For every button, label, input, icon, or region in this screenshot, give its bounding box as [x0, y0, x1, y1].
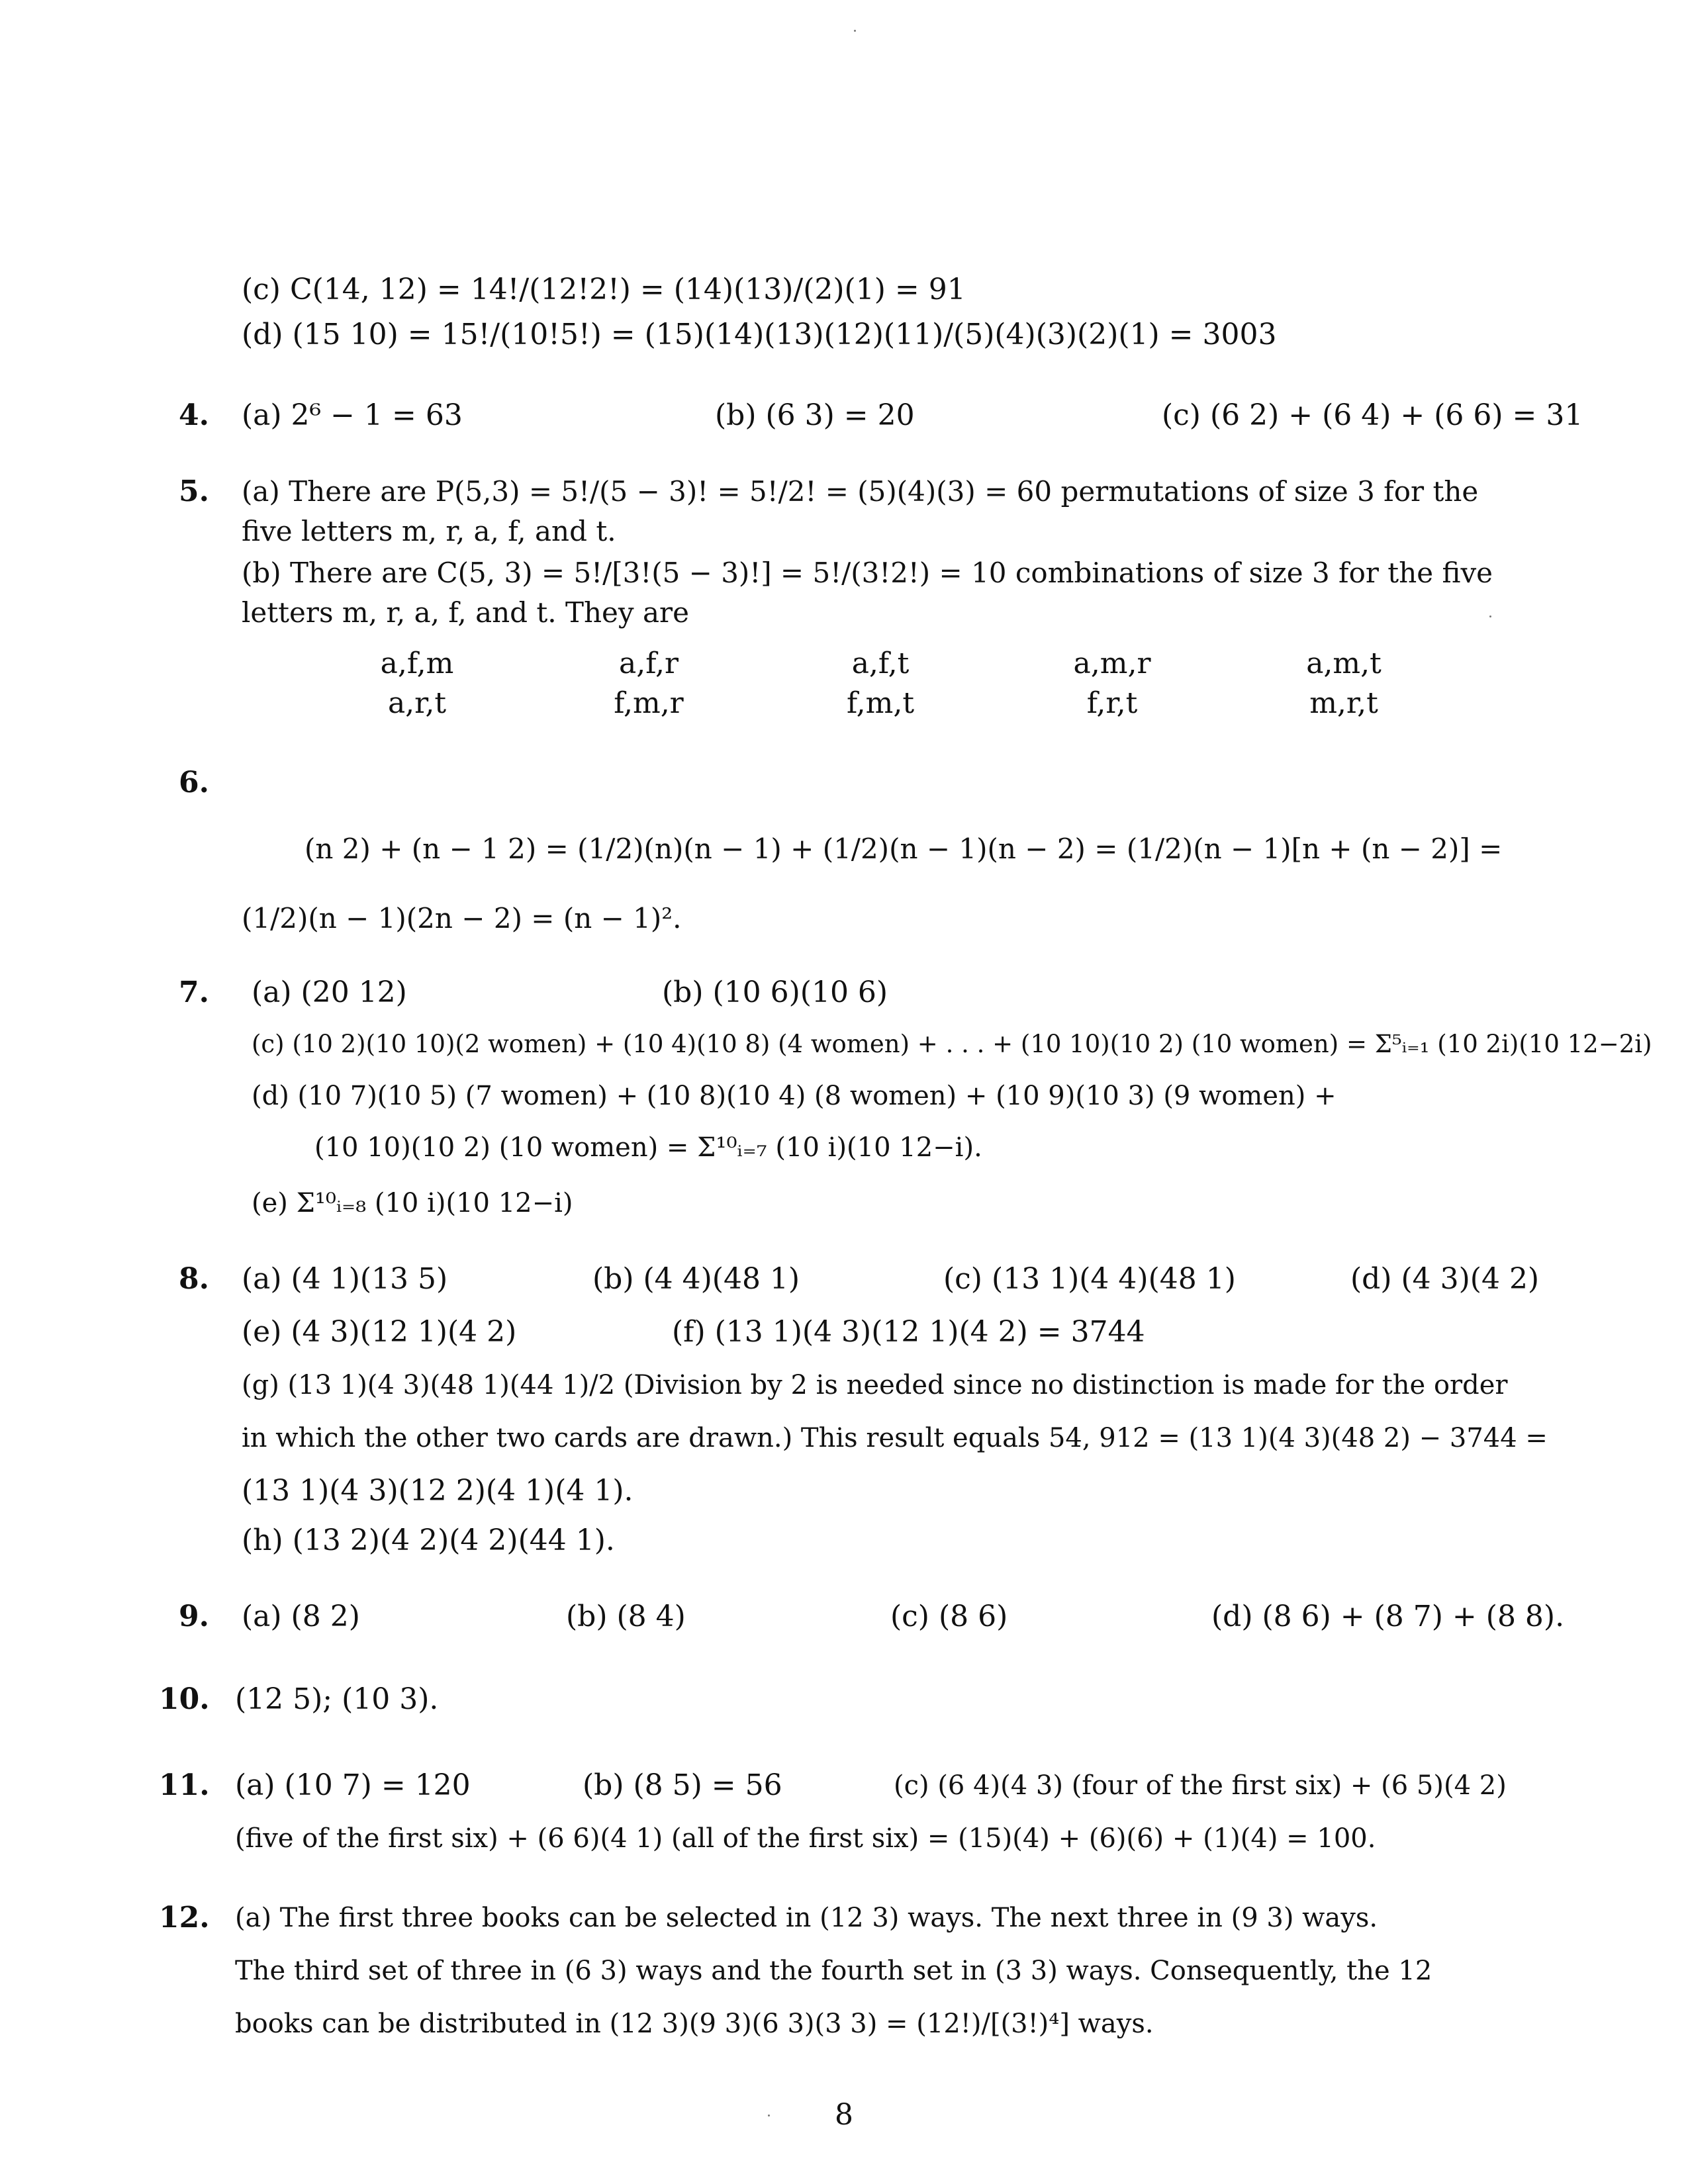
answer-8c: (c) (13 1)(4 4)(48 1) — [943, 1262, 1236, 1296]
answer-5b-line2: letters m, r, a, f, and t. They are — [242, 596, 689, 629]
answer-8g-line3: (13 1)(4 3)(12 2)(4 1)(4 1). — [242, 1474, 633, 1508]
answer-7a: (a) (20 12) — [252, 976, 407, 1009]
problem-number-7: 7. — [179, 976, 209, 1009]
problem-number-8: 8. — [179, 1262, 209, 1296]
answer-12-line3: books can be distributed in (12 3)(9 3)(6 3)(3 3) = (12!)/[(3!)⁴] ways. — [235, 2009, 1154, 2039]
combination-item: f,m,r — [614, 686, 684, 720]
answer-7b: (b) (10 6)(10 6) — [662, 976, 888, 1009]
answer-8f: (f) (13 1)(4 3)(12 1)(4 2) = 3744 — [672, 1315, 1145, 1349]
answer-5a-line1: (a) There are P(5,3) = 5!/(5 − 3)! = 5!/2! = (5)(4)(3) = 60 permutations of size 3 for the — [242, 475, 1479, 508]
answer-9d: (d) (8 6) + (8 7) + (8 8). — [1211, 1600, 1565, 1633]
problem-number-6: 6. — [179, 766, 209, 799]
answer-11a: (a) (10 7) = 120 — [235, 1768, 471, 1802]
problem-number-10: 10. — [159, 1682, 210, 1716]
combination-item: a,f,r — [619, 647, 679, 680]
answer-8g-line2: in which the other two cards are drawn.) This result equals 54, 912 = (13 1)(4 3)(48 2) − 3744 = — [242, 1423, 1548, 1453]
answer-4a: (a) 2⁶ − 1 = 63 — [242, 398, 463, 432]
answer-9b: (b) (8 4) — [566, 1600, 686, 1633]
answer-6-equation-cont: (1/2)(n − 1)(2n − 2) = (n − 1)². — [242, 902, 682, 934]
combination-item: m,r,t — [1309, 686, 1378, 720]
answer-9c: (c) (8 6) — [890, 1600, 1008, 1633]
answer-6-equation: (n 2) + (n − 1 2) = (1/2)(n)(n − 1) + (1/2)(n − 1)(n − 2) = (1/2)(n − 1)[n + (n − 2)] = — [305, 833, 1503, 865]
answer-8e: (e) (4 3)(12 1)(4 2) — [242, 1315, 517, 1349]
combination-item: f,r,t — [1086, 686, 1138, 720]
scan-speck — [1489, 615, 1491, 617]
answer-8g-line1: (g) (13 1)(4 3)(48 1)(44 1)/2 (Division by 2 is needed since no distinction is made for the order — [242, 1370, 1508, 1400]
answer-11c: (c) (6 4)(4 3) (four of the first six) + (6 5)(4 2) — [894, 1770, 1507, 1801]
page-number: 8 — [835, 2098, 853, 2132]
answer-12-line2: The third set of three in (6 3) ways and the fourth set in (3 3) ways. Consequently, the 12 — [235, 1956, 1432, 1986]
answer-3d: (d) (15 10) = 15!/(10!5!) = (15)(14)(13)(12)(11)/(5)(4)(3)(2)(1) = 3003 — [242, 318, 1277, 351]
answer-3c: (c) C(14, 12) = 14!/(12!2!) = (14)(13)/(2)(1) = 91 — [242, 273, 966, 306]
answer-4c: (c) (6 2) + (6 4) + (6 6) = 31 — [1162, 398, 1583, 432]
combination-item: a,m,t — [1306, 647, 1382, 680]
combination-item: a,m,r — [1073, 647, 1151, 680]
answer-11b: (b) (8 5) = 56 — [583, 1768, 782, 1802]
problem-number-5: 5. — [179, 475, 209, 508]
answer-8b: (b) (4 4)(48 1) — [592, 1262, 800, 1296]
combination-item: a,r,t — [387, 686, 447, 720]
answer-7e: (e) Σ¹⁰ᵢ₌₈ (10 i)(10 12−i) — [252, 1188, 573, 1218]
answer-5b-line1: (b) There are C(5, 3) = 5!/[3!(5 − 3)!] = 5!/(3!2!) = 10 combinations of size 3 for the five — [242, 557, 1493, 589]
scan-speck — [854, 30, 856, 32]
answer-4b: (b) (6 3) = 20 — [715, 398, 915, 432]
answer-9a: (a) (8 2) — [242, 1600, 360, 1633]
answer-5a-line2: five letters m, r, a, f, and t. — [242, 515, 616, 547]
answer-10: (12 5); (10 3). — [235, 1682, 439, 1716]
combination-item: a,f,m — [380, 647, 454, 680]
problem-number-4: 4. — [179, 398, 209, 432]
answer-7d-line2: (10 10)(10 2) (10 women) = Σ¹⁰ᵢ₌₇ (10 i)(10 12−i). — [314, 1132, 982, 1163]
problem-number-12: 12. — [159, 1901, 210, 1934]
problem-number-9: 9. — [179, 1600, 209, 1633]
answer-7d-line1: (d) (10 7)(10 5) (7 women) + (10 8)(10 4) (8 women) + (10 9)(10 3) (9 women) + — [252, 1081, 1336, 1111]
answer-7c: (c) (10 2)(10 10)(2 women) + (10 4)(10 8) (4 women) + . . . + (10 10)(10 2) (10 women) = Σ⁵ᵢ₌₁ (10 2i)(10 12−2i) — [252, 1030, 1652, 1058]
answer-8a: (a) (4 1)(13 5) — [242, 1262, 448, 1296]
problem-number-11: 11. — [159, 1768, 210, 1802]
combination-item: f,m,t — [846, 686, 915, 720]
answer-8h: (h) (13 2)(4 2)(4 2)(44 1). — [242, 1524, 615, 1557]
combination-item: a,f,t — [851, 647, 910, 680]
answer-11-continued: (five of the first six) + (6 6)(4 1) (all of the first six) = (15)(4) + (6)(6) + (1)(4) = 100. — [235, 1823, 1376, 1854]
answer-12-line1: (a) The first three books can be selected in (12 3) ways. The next three in (9 3) ways. — [235, 1903, 1378, 1933]
answer-8d: (d) (4 3)(4 2) — [1350, 1262, 1540, 1296]
